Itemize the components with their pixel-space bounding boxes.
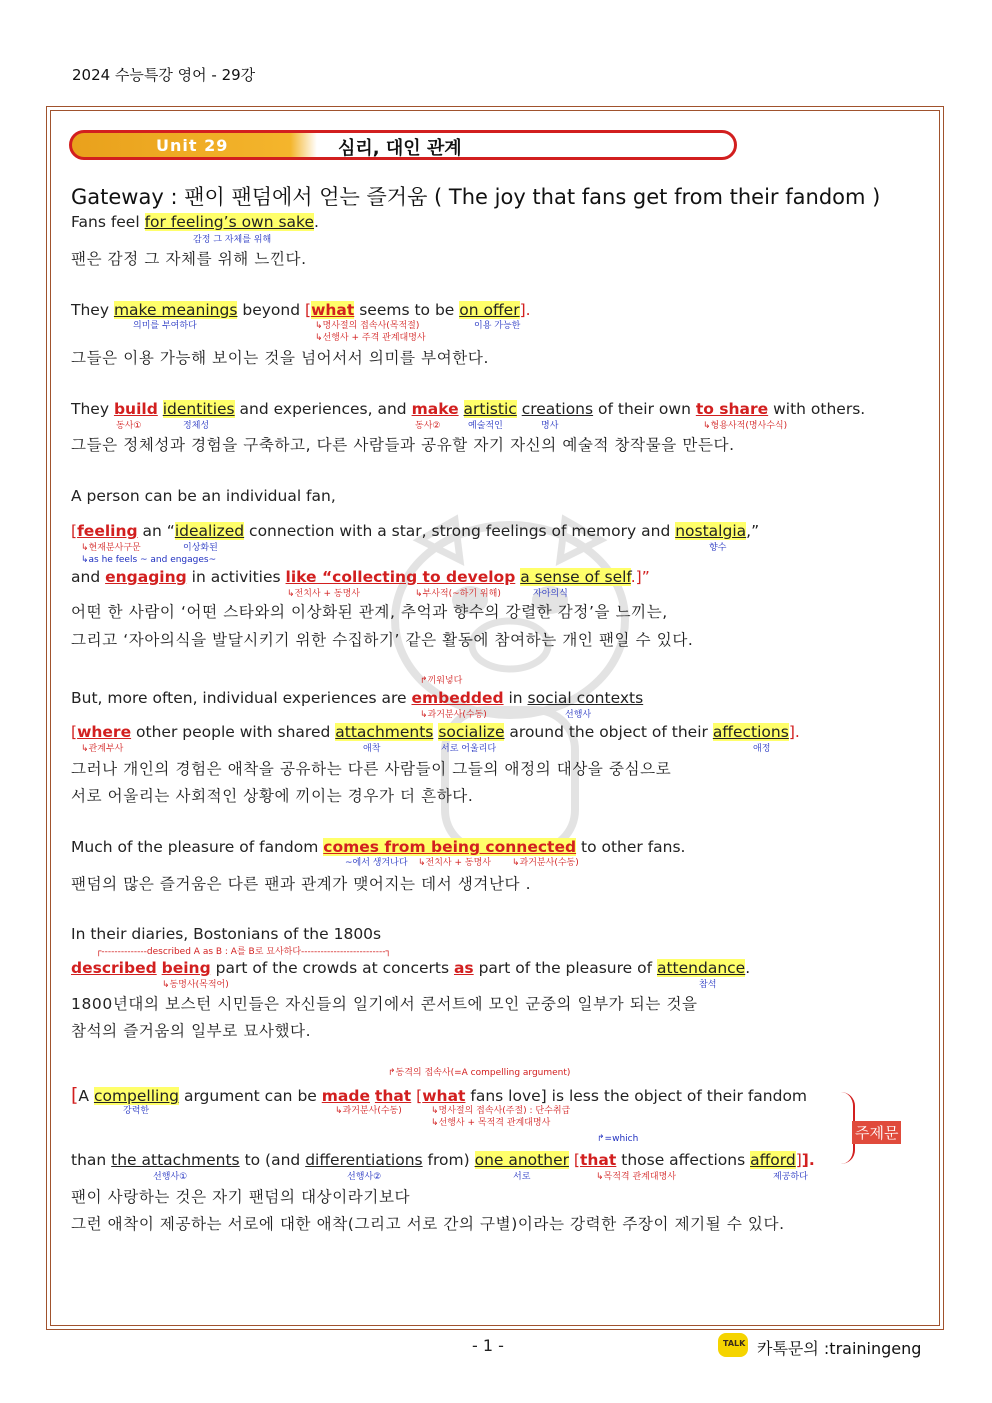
gateway-title: Gateway : 팬이 팬덤에서 얻는 즐거움 ( The joy that fans get from their fandom ): [71, 185, 881, 209]
note: ↳형용사적(명사수식): [703, 421, 788, 431]
note: 동사①: [116, 421, 142, 431]
note: ↳전치사 + 동명사: [287, 589, 360, 599]
note: 제공하다: [773, 1172, 808, 1182]
note: ↳과거분사(수동): [512, 858, 579, 868]
sentence-3: They build identities and experiences, and make artistic creations of their own to share with others.: [71, 400, 866, 418]
kakao-contact: 카톡문의 :trainingeng: [757, 1339, 922, 1358]
korean-translation: 그런 애착이 제공하는 서로에 대한 애착(그리고 서로 간의 구별)이라는 강력한 주장이 제기될 수 있다.: [71, 1215, 785, 1233]
note: 의미를 부여하다: [133, 321, 197, 331]
note: ↳선행사 + 목적격 관계대명사: [431, 1118, 551, 1128]
note: 동사②: [415, 421, 441, 431]
sentence-4-line-3: and engaging in activities like “collecting to develop a sense of self.]”: [71, 568, 650, 586]
note: 서로 어울리다: [441, 744, 497, 754]
note: 서로: [513, 1172, 531, 1182]
note: 선행사②: [347, 1172, 382, 1182]
note: ↳명사절의 접속사(목적절): [315, 321, 420, 331]
sentence-1: Fans feel for feeling’s own sake.: [71, 213, 319, 231]
korean-translation: 그리고 ‘자아의식을 발달시키기 위한 수집하기’ 같은 활동에 참여하는 개인 팬일 수 있다.: [71, 631, 694, 649]
topic-sentence-badge: 주제문: [852, 1121, 901, 1144]
korean-translation: 1800년대의 보스턴 시민들은 자신들의 일기에서 콘서트에 모인 군중의 일부가 되는 것을: [71, 995, 698, 1013]
korean-translation: 그들은 정체성과 경험을 구축하고, 다른 사람들과 공유할 자기 자신의 예술적 창작물을 만든다.: [71, 436, 735, 454]
note: ↳명사절의 접속사(주절) : 단수취급: [431, 1106, 571, 1116]
sentence-8-line-1: [A compelling argument can be made that [what fans love] is less the object of their fandom: [71, 1084, 808, 1106]
sentence-7-line-2: described being part of the crowds at concerts as part of the pleasure of attendance.: [71, 959, 751, 977]
note: ↳과거분사(수동): [335, 1106, 402, 1116]
korean-translation: 팬은 감정 그 자체를 위해 느낀다.: [71, 250, 307, 268]
korean-translation: 그들은 이용 가능해 보이는 것을 넘어서서 의미를 부여한다.: [71, 349, 489, 367]
korean-translation: 서로 어울리는 사회적인 상황에 끼이는 경우가 더 흔하다.: [71, 787, 474, 805]
korean-translation: 그러나 개인의 경험은 애착을 공유하는 다른 사람들이 그들의 애정의 대상을 중심으로: [71, 760, 672, 778]
note: 선행사①: [153, 1172, 188, 1182]
note: ↳목적격 관계대명사: [596, 1172, 676, 1182]
note: ↳과거분사(수동): [420, 710, 487, 720]
korean-translation: 참석의 즐거움의 일부로 묘사했다.: [71, 1022, 312, 1040]
unit-title: 심리, 대인 관계: [338, 138, 462, 159]
unit-label: Unit 29: [156, 136, 229, 155]
sentence-6: Much of the pleasure of fandom comes from being connected to other fans.: [71, 838, 686, 856]
note: ↱=which: [597, 1134, 639, 1144]
note: 명사: [541, 421, 559, 431]
korean-translation: 팬덤의 많은 즐거움은 다른 팬과 관계가 맺어지는 데서 생겨난다 .: [71, 875, 532, 893]
kakao-talk-icon: TALK: [718, 1333, 748, 1357]
note: ↳전치사 + 동명사: [418, 858, 491, 868]
note: ~에서 생겨나다: [345, 858, 408, 868]
korean-translation: 팬이 사랑하는 것은 자기 팬덤의 대상이라기보다: [71, 1188, 411, 1206]
sentence-5-line-2: [where other people with shared attachments socialize around the object of their affections].: [71, 723, 800, 741]
note: 강력한: [123, 1106, 150, 1116]
note: ↳현재분사구문: [81, 543, 141, 553]
note: ↳관계부사: [81, 744, 124, 754]
sentence-7-line-1: In their diaries, Bostonians of the 1800s: [71, 925, 382, 943]
note: 선행사: [565, 710, 592, 720]
note: ↳동명사(목적어): [162, 980, 229, 990]
note: ┌--------------described A as B : A를 B로 묘사하다--------------------------┐: [96, 947, 391, 957]
note: ↱끼워넣다: [420, 676, 463, 686]
unit-banner: [69, 130, 737, 160]
note: ↳선행사 + 주격 관계대명사: [315, 333, 426, 343]
note: 애정: [753, 744, 771, 754]
note: 향수: [709, 543, 727, 553]
sentence-4-line-2: [feeling an “idealized connection with a star, strong feelings of memory and nostalgia,”: [71, 522, 760, 540]
note: 참석: [699, 980, 717, 990]
note: 감정 그 자체를 위해: [193, 235, 272, 245]
page-number: - 1 -: [472, 1336, 504, 1355]
note: ↱동격의 접속사(=A compelling argument): [388, 1068, 571, 1078]
sentence-8-line-2: than the attachments to (and differentiations from) one another [that those affections afford]].: [71, 1151, 815, 1169]
note: 예술적인: [468, 421, 503, 431]
note: 정체성: [183, 421, 210, 431]
note: 자아의식: [533, 589, 568, 599]
sentence-5-line-1: But, more often, individual experiences are embedded in social contexts: [71, 689, 644, 707]
note: ↳부사적(~하기 위해): [415, 589, 501, 599]
note: ↳as he feels ~ and engages~: [81, 555, 217, 565]
note: 이용 가능한: [474, 321, 521, 331]
korean-translation: 어떤 한 사람이 ‘어떤 스타와의 이상화된 관계, 추억과 향수의 강렬한 감정’을 느끼는,: [71, 603, 668, 621]
note: 이상화된: [183, 543, 218, 553]
page-header: 2024 수능특강 영어 - 29강: [72, 66, 256, 84]
note: 애착: [363, 744, 381, 754]
sentence-4-line-1: A person can be an individual fan,: [71, 487, 336, 505]
sentence-2: They make meanings beyond [what seems to be on offer].: [71, 301, 531, 319]
